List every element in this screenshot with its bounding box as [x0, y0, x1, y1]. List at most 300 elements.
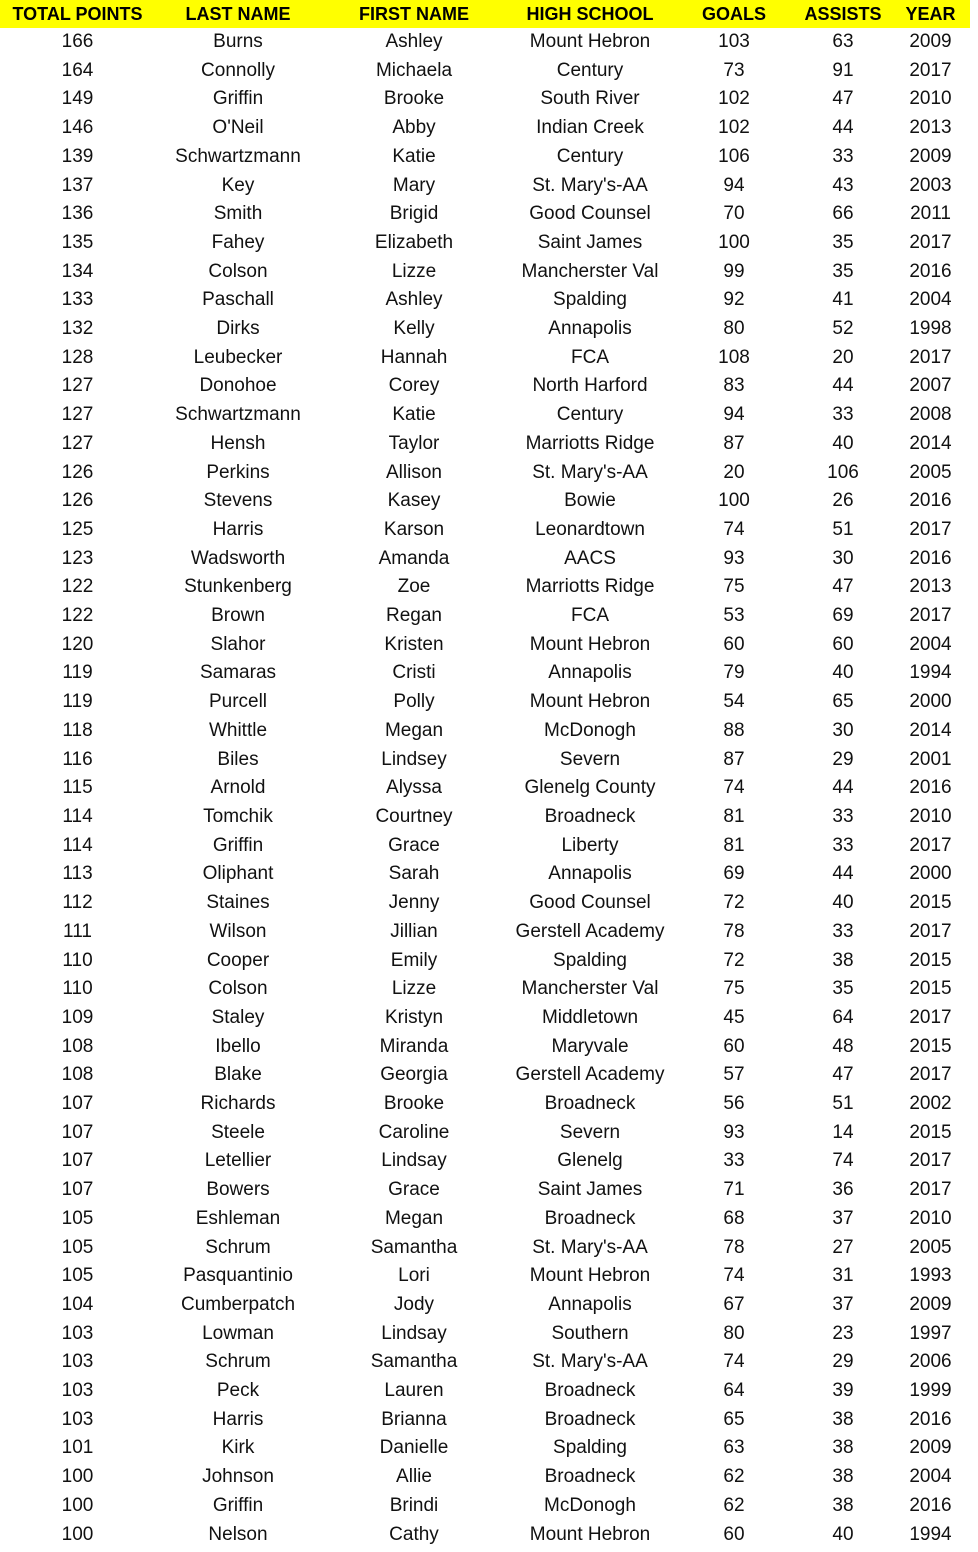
total-points-cell: 146 [61, 117, 94, 139]
table-row [0, 286, 970, 315]
last-name-cell: Eshleman [195, 1207, 281, 1229]
year-cell: 2017 [909, 605, 952, 627]
total-points-cell: 134 [61, 260, 94, 282]
goals-cell: 80 [723, 1322, 745, 1344]
first-name-cell: Kelly [393, 318, 435, 340]
goals-cell: 93 [723, 1121, 745, 1143]
high-school-cell: McDonogh [544, 1494, 636, 1516]
table-row [0, 372, 970, 401]
assists-cell: 65 [832, 691, 854, 713]
first-name-cell: Samantha [370, 1351, 458, 1373]
goals-cell: 72 [723, 949, 745, 971]
first-name-cell: Taylor [388, 432, 440, 454]
assists-cell: 29 [832, 748, 854, 770]
year-cell: 2009 [909, 31, 952, 52]
high-school-cell: Annapolis [548, 662, 632, 684]
goals-cell: 33 [723, 1150, 745, 1172]
table-row [0, 659, 970, 688]
year-cell: 2013 [909, 576, 952, 598]
table-row [0, 1521, 970, 1550]
goals-cell: 103 [718, 31, 750, 52]
high-school-cell: St. Mary's-AA [532, 1351, 648, 1373]
assists-cell: 48 [832, 1035, 854, 1057]
goals-cell: 81 [723, 805, 745, 827]
table-row [0, 602, 970, 631]
table-row [0, 430, 970, 459]
header-high-school: HIGH SCHOOL [526, 4, 654, 24]
last-name-cell: Schrum [205, 1236, 271, 1258]
table-row [0, 717, 970, 746]
goals-cell: 70 [723, 203, 745, 225]
table-row [0, 1492, 970, 1521]
last-name-cell: Pasquantinio [183, 1265, 293, 1287]
table-row [0, 401, 970, 430]
assists-cell: 30 [832, 547, 854, 569]
goals-cell: 100 [718, 490, 750, 512]
total-points-cell: 122 [61, 605, 94, 627]
last-name-cell: Steele [211, 1121, 265, 1143]
total-points-cell: 103 [61, 1351, 94, 1373]
goals-cell: 87 [723, 432, 745, 454]
last-name-cell: Smith [213, 203, 263, 225]
assists-cell: 35 [832, 978, 854, 1000]
first-name-cell: Michaela [375, 59, 453, 81]
first-name-cell: Allie [396, 1466, 432, 1488]
assists-cell: 27 [832, 1236, 854, 1258]
goals-cell: 60 [723, 1035, 745, 1057]
year-cell: 2000 [909, 863, 952, 885]
total-points-cell: 135 [61, 231, 94, 253]
first-name-cell: Katie [392, 145, 436, 167]
total-points-cell: 112 [62, 892, 93, 914]
total-points-cell: 100 [61, 1494, 94, 1516]
assists-cell: 38 [832, 1408, 854, 1430]
year-cell: 2010 [909, 1207, 952, 1229]
table-row [0, 860, 970, 889]
assists-cell: 38 [832, 1437, 854, 1459]
table-row [0, 57, 970, 86]
first-name-cell: Lauren [384, 1380, 444, 1402]
last-name-cell: Ibello [215, 1035, 261, 1057]
total-points-cell: 114 [62, 834, 93, 856]
first-name-cell: Brindi [389, 1494, 439, 1516]
high-school-cell: Century [556, 145, 624, 167]
header-total-points: TOTAL POINTS [12, 4, 143, 24]
high-school-cell: Maryvale [551, 1035, 629, 1057]
total-points-cell: 105 [61, 1236, 94, 1258]
total-points-cell: 127 [61, 432, 94, 454]
total-points-cell: 126 [61, 490, 94, 512]
assists-cell: 60 [832, 633, 854, 655]
last-name-cell: Richards [200, 1093, 276, 1115]
goals-cell: 56 [723, 1093, 745, 1115]
year-cell: 2015 [909, 1035, 952, 1057]
assists-cell: 51 [832, 1093, 854, 1115]
first-name-cell: Corey [388, 375, 440, 397]
goals-cell: 63 [723, 1437, 745, 1459]
high-school-cell: Southern [551, 1322, 629, 1344]
goals-cell: 94 [723, 404, 745, 426]
first-name-cell: Ashley [385, 289, 443, 311]
last-name-cell: Stunkenberg [184, 576, 292, 598]
year-cell: 1993 [909, 1265, 952, 1287]
year-cell: 2015 [909, 978, 952, 1000]
last-name-cell: Letellier [204, 1150, 272, 1172]
last-name-cell: Purcell [208, 691, 268, 713]
last-name-cell: Schwartzmann [175, 404, 301, 426]
year-cell: 2015 [909, 892, 952, 914]
first-name-cell: Mary [392, 174, 436, 196]
high-school-cell: Saint James [537, 231, 643, 253]
year-cell: 1997 [909, 1322, 952, 1344]
year-cell: 2001 [909, 748, 952, 770]
year-cell: 2016 [909, 1494, 952, 1516]
goals-cell: 62 [723, 1494, 745, 1516]
year-cell: 2000 [909, 691, 952, 713]
last-name-cell: Stevens [203, 490, 273, 512]
high-school-cell: FCA [571, 346, 609, 368]
year-cell: 2017 [909, 834, 952, 856]
first-name-cell: Zoe [397, 576, 431, 598]
table-row [0, 1234, 970, 1263]
high-school-cell: Broadneck [544, 1207, 636, 1229]
high-school-cell: Gerstell Academy [515, 920, 665, 942]
total-points-cell: 119 [62, 662, 93, 684]
table-row [0, 459, 970, 488]
year-cell: 2017 [909, 1006, 952, 1028]
header-last-name: LAST NAME [185, 4, 291, 24]
high-school-cell: Indian Creek [536, 117, 644, 139]
table-row [0, 1090, 970, 1119]
total-points-cell: 149 [61, 88, 94, 110]
last-name-cell: Harris [212, 518, 264, 540]
total-points-cell: 107 [61, 1121, 94, 1143]
high-school-cell: Gerstell Academy [515, 1064, 665, 1086]
total-points-cell: 132 [61, 318, 94, 340]
first-name-cell: Elizabeth [374, 231, 454, 253]
total-points-cell: 103 [61, 1322, 94, 1344]
table-row [0, 1377, 970, 1406]
last-name-cell: Bowers [206, 1179, 270, 1201]
table-row [0, 631, 970, 660]
table-row [0, 918, 970, 947]
assists-cell: 38 [832, 949, 854, 971]
assists-cell: 74 [832, 1150, 854, 1172]
year-cell: 2017 [909, 920, 952, 942]
total-points-cell: 100 [61, 1523, 94, 1545]
total-points-cell: 120 [61, 633, 94, 655]
goals-cell: 106 [718, 145, 750, 167]
assists-cell: 26 [832, 490, 854, 512]
total-points-cell: 128 [61, 346, 94, 368]
year-cell: 2010 [909, 88, 952, 110]
first-name-cell: Lindsay [381, 1150, 447, 1172]
table-row [0, 832, 970, 861]
total-points-cell: 104 [61, 1293, 94, 1315]
first-name-cell: Caroline [378, 1121, 450, 1143]
table-row [0, 487, 970, 516]
first-name-cell: Amanda [378, 547, 450, 569]
high-school-cell: Saint James [537, 1179, 643, 1201]
assists-cell: 63 [832, 31, 854, 52]
total-points-cell: 114 [62, 805, 93, 827]
high-school-cell: Good Counsel [529, 203, 651, 225]
header-year: YEAR [905, 4, 956, 24]
total-points-cell: 126 [61, 461, 94, 483]
goals-cell: 83 [723, 375, 745, 397]
header-first-name: FIRST NAME [359, 4, 469, 24]
first-name-cell: Allison [386, 461, 442, 483]
high-school-cell: Broadneck [544, 1466, 636, 1488]
table-row [0, 1291, 970, 1320]
table-row [0, 315, 970, 344]
goals-cell: 78 [723, 1236, 745, 1258]
header-goals: GOALS [701, 4, 766, 24]
goals-cell: 65 [723, 1408, 745, 1430]
high-school-cell: Glenelg [557, 1150, 623, 1172]
assists-cell: 51 [832, 518, 854, 540]
first-name-cell: Sarah [388, 863, 440, 885]
goals-cell: 108 [718, 346, 750, 368]
last-name-cell: Biles [217, 748, 259, 770]
goals-cell: 57 [723, 1064, 745, 1086]
year-cell: 2017 [909, 346, 952, 368]
high-school-cell: Marriotts Ridge [525, 576, 655, 598]
total-points-cell: 133 [61, 289, 94, 311]
first-name-cell: Jenny [388, 892, 440, 914]
high-school-cell: Annapolis [548, 318, 632, 340]
high-school-cell: Mount Hebron [529, 691, 651, 713]
high-school-cell: Spalding [553, 1437, 627, 1459]
first-name-cell: Brooke [383, 88, 445, 110]
goals-cell: 60 [723, 1523, 745, 1545]
assists-cell: 47 [832, 1064, 854, 1086]
assists-cell: 30 [832, 719, 854, 741]
year-cell: 2017 [909, 1150, 952, 1172]
table-row [0, 1004, 970, 1033]
year-cell: 2013 [909, 117, 952, 139]
year-cell: 1994 [909, 662, 952, 684]
assists-cell: 35 [832, 260, 854, 282]
table-row [0, 1406, 970, 1435]
high-school-cell: St. Mary's-AA [532, 174, 648, 196]
first-name-cell: Emily [390, 949, 438, 971]
header-assists: ASSISTS [804, 4, 882, 24]
assists-cell: 35 [832, 231, 854, 253]
first-name-cell: Hannah [380, 346, 448, 368]
year-cell: 2016 [909, 547, 952, 569]
first-name-cell: Kasey [387, 490, 441, 512]
goals-cell: 73 [723, 59, 745, 81]
table-row [0, 746, 970, 775]
table-row [0, 1348, 970, 1377]
first-name-cell: Megan [384, 719, 444, 741]
goals-cell: 72 [723, 892, 745, 914]
high-school-cell: Century [556, 59, 624, 81]
first-name-cell: Grace [388, 834, 440, 856]
goals-cell: 20 [723, 461, 745, 483]
first-name-cell: Lindsey [381, 748, 447, 770]
first-name-cell: Karson [383, 518, 445, 540]
table-row [0, 172, 970, 201]
goals-cell: 60 [723, 633, 745, 655]
table-row [0, 1176, 970, 1205]
total-points-cell: 110 [62, 978, 93, 1000]
last-name-cell: Schwartzmann [175, 145, 301, 167]
assists-cell: 38 [832, 1466, 854, 1488]
year-cell: 2004 [909, 1466, 952, 1488]
year-cell: 2004 [909, 289, 952, 311]
year-cell: 2009 [909, 1293, 952, 1315]
high-school-cell: McDonogh [544, 719, 636, 741]
last-name-cell: Samaras [199, 662, 277, 684]
high-school-cell: Annapolis [548, 1293, 632, 1315]
total-points-cell: 107 [61, 1093, 94, 1115]
goals-cell: 102 [718, 88, 750, 110]
assists-cell: 106 [827, 461, 859, 483]
total-points-cell: 122 [61, 576, 94, 598]
goals-cell: 78 [723, 920, 745, 942]
last-name-cell: Dirks [216, 318, 260, 340]
table-body [0, 28, 970, 1549]
assists-cell: 33 [832, 145, 854, 167]
assists-cell: 20 [832, 346, 854, 368]
assists-cell: 52 [832, 318, 854, 340]
last-name-cell: Key [221, 174, 255, 196]
last-name-cell: Lowman [202, 1322, 274, 1344]
assists-cell: 33 [832, 834, 854, 856]
high-school-cell: Good Counsel [529, 892, 651, 914]
last-name-cell: Nelson [208, 1523, 268, 1545]
assists-cell: 66 [832, 203, 854, 225]
high-school-cell: Spalding [553, 949, 627, 971]
last-name-cell: Wilson [209, 920, 267, 942]
first-name-cell: Lindsay [381, 1322, 447, 1344]
year-cell: 1999 [909, 1380, 952, 1402]
high-school-cell: South River [540, 88, 640, 110]
high-school-cell: Mancherster Val [521, 260, 659, 282]
total-points-cell: 115 [62, 777, 93, 799]
table-row [0, 573, 970, 602]
total-points-cell: 107 [61, 1150, 94, 1172]
year-cell: 2010 [909, 805, 952, 827]
total-points-cell: 113 [62, 863, 93, 885]
last-name-cell: Fahey [211, 231, 265, 253]
high-school-cell: Mount Hebron [529, 1523, 651, 1545]
goals-cell: 94 [723, 174, 745, 196]
last-name-cell: Cumberpatch [180, 1293, 296, 1315]
table-row [0, 1463, 970, 1492]
total-points-cell: 164 [61, 59, 94, 81]
table-row [0, 1434, 970, 1463]
total-points-cell: 127 [61, 404, 94, 426]
first-name-cell: Jillian [390, 920, 438, 942]
year-cell: 2011 [910, 203, 951, 225]
high-school-cell: Annapolis [548, 863, 632, 885]
first-name-cell: Lizze [391, 978, 437, 1000]
goals-cell: 87 [723, 748, 745, 770]
first-name-cell: Samantha [370, 1236, 458, 1258]
goals-cell: 75 [723, 978, 745, 1000]
year-cell: 2017 [909, 518, 952, 540]
year-cell: 2005 [909, 461, 952, 483]
goals-cell: 93 [723, 547, 745, 569]
high-school-cell: Marriotts Ridge [525, 432, 655, 454]
high-school-cell: Mount Hebron [529, 31, 651, 52]
goals-cell: 102 [718, 117, 750, 139]
year-cell: 2004 [909, 633, 952, 655]
last-name-cell: Blake [214, 1064, 262, 1086]
last-name-cell: Donohoe [199, 375, 277, 397]
goals-cell: 69 [723, 863, 745, 885]
total-points-cell: 108 [61, 1035, 94, 1057]
assists-cell: 41 [832, 289, 854, 311]
table-row [0, 1061, 970, 1090]
table-row [0, 1205, 970, 1234]
first-name-cell: Megan [384, 1207, 444, 1229]
assists-cell: 37 [832, 1293, 854, 1315]
last-name-cell: Kirk [221, 1437, 255, 1459]
last-name-cell: Paschall [202, 289, 274, 311]
high-school-cell: Century [556, 404, 624, 426]
high-school-cell: Bowie [564, 490, 616, 512]
assists-cell: 47 [832, 88, 854, 110]
table-row [0, 889, 970, 918]
total-points-cell: 127 [61, 375, 94, 397]
assists-cell: 36 [832, 1179, 854, 1201]
table-row [0, 947, 970, 976]
table-row [0, 1320, 970, 1349]
goals-cell: 68 [723, 1207, 745, 1229]
year-cell: 2009 [909, 1437, 952, 1459]
last-name-cell: Brown [211, 605, 265, 627]
table-row [0, 114, 970, 143]
first-name-cell: Abby [392, 117, 436, 139]
first-name-cell: Kristyn [384, 1006, 444, 1028]
assists-cell: 64 [832, 1006, 854, 1028]
year-cell: 2014 [909, 432, 952, 454]
goals-cell: 88 [723, 719, 745, 741]
total-points-cell: 139 [61, 145, 94, 167]
goals-cell: 80 [723, 318, 745, 340]
high-school-cell: Severn [559, 1121, 621, 1143]
last-name-cell: Peck [216, 1380, 260, 1402]
total-points-cell: 108 [61, 1064, 94, 1086]
high-school-cell: St. Mary's-AA [532, 1236, 648, 1258]
high-school-cell: Mount Hebron [529, 1265, 651, 1287]
assists-cell: 14 [832, 1121, 854, 1143]
table-row [0, 28, 970, 57]
goals-cell: 54 [723, 691, 745, 713]
assists-cell: 40 [832, 1523, 854, 1545]
total-points-cell: 107 [61, 1179, 94, 1201]
goals-cell: 64 [723, 1380, 745, 1402]
assists-cell: 33 [832, 805, 854, 827]
last-name-cell: Staines [206, 892, 270, 914]
last-name-cell: Harris [212, 1408, 264, 1430]
goals-cell: 99 [723, 260, 745, 282]
total-points-cell: 136 [61, 203, 94, 225]
goals-cell: 79 [723, 662, 745, 684]
assists-cell: 43 [832, 174, 854, 196]
table-row [0, 85, 970, 114]
high-school-cell: Liberty [561, 834, 619, 856]
assists-cell: 44 [832, 777, 854, 799]
first-name-cell: Cristi [392, 662, 436, 684]
first-name-cell: Katie [392, 404, 436, 426]
table-row [0, 774, 970, 803]
last-name-cell: Arnold [210, 777, 266, 799]
